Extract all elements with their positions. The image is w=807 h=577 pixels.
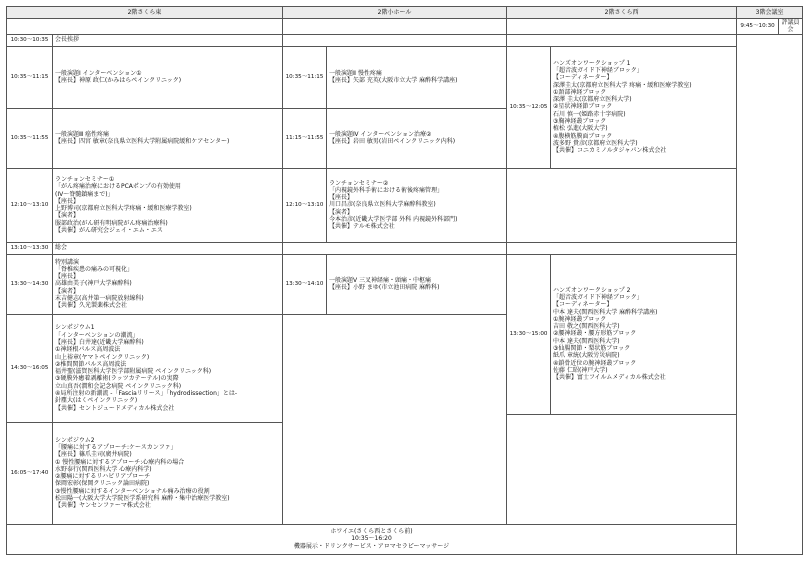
greeting-text: 会長挨拶: [53, 34, 283, 46]
session-handson-2: ハンズオンワークショップ 2 「超音波ガイド下神経ブロック」 【コーディネーター】 中本 達夫(関西医科大学 麻酔科学講座) ①腕神経叢ブロック 吉田 敬之(関西医科大学) ②腰神経叢・腰方形筋ブロック 中本 達夫(関西医科大学) ③仙腸関節・梨状筋ブロック 紙爪 章統(大阪労災病院) ④鎖骨近位の腕神経叢ブロック 佐藤 仁昭(神戸大学) 【共催】富士フイルムメディカル株式会社: [551, 254, 737, 414]
session-general-3: 一般演題Ⅲ 癌性疼痛 【座長】四宮 敏章(奈良県立医科大学附属病院緩和ケアセンター): [53, 108, 283, 168]
session-time: 10:35〜11:55: [7, 108, 53, 168]
empty-cell: [507, 168, 737, 242]
session-luncheon-2: ランチョンセミナー② 「内視鏡外科手術における術後疼痛管理」 【座長】 川口昌彦(奈良県立医科大学麻酔科教室) 【演者】 今本治彦(近畿大学医学部 外科 内視鏡外科部門) 【共催】テルモ株式会社: [327, 168, 507, 242]
empty-cell: [283, 314, 507, 524]
session-special-lecture: 特別講演 「脊椎疾患の痛みの可視化」 【座長】 高雄由美子(神戸大学麻酔科) 【演者】 末吉健志(高井第一病院放射線科) 【共催】久光製薬株式会社: [53, 254, 283, 314]
session-general-meeting: 総会: [53, 242, 283, 254]
session-time: 13:30〜14:30: [7, 254, 53, 314]
foyer-notice: ホワイエ(さくら西とさくら前) 10:35〜16:20 機器展示・ドリンクサービス・アロマセラピーマッサージ: [7, 524, 737, 554]
session-time: 13:10〜13:30: [7, 242, 53, 254]
empty-cell: [283, 242, 507, 254]
session-symposium-1: シンポジウム1 「インターベンションの潮流」 【座長】白井達(近畿大学麻酔科) ①神経根パルス高周波法 山上裕章(ヤマトペインクリニック) ②椎間関節パルス高周波法 福井聖(滋賀医科大学医学部附属病院 ペインクリニック科) ③硬膜外癒着剥離術(ラッツカテーテル)の実際 立山真吾(潤和会記念病院 ペインクリニック科) ④局所注射の新潮流 -「Fasciaリリース」「hydrodissection」とは- 針塵大(はくペインクリニック) 【共催】セントジュードメディカル株式会社: [53, 314, 283, 422]
session-time: 13:30〜14:10: [283, 254, 327, 314]
session-time: 11:15〜11:55: [283, 108, 327, 168]
session-time: 10:35〜11:15: [7, 46, 53, 108]
session-time: 16:05〜17:40: [7, 422, 53, 524]
greeting-time: 10:30〜10:35: [7, 34, 53, 46]
session-luncheon-1: ランチョンセミナー① 「がん疼痛治療におけるPCAポンプの有効使用 (IV〜脊髄鎮痛まで)」 【座長】 上野博司(京都府立医科大学疼痛・緩和医療学教室) 【演者】 服部政治(がん研有明病院がん疼痛治療科) 【共催】がん研究会ジェイ・エム・エス: [53, 168, 283, 242]
empty-cell: [283, 19, 507, 35]
session-time: 13:30〜15:00: [507, 254, 551, 414]
committee-label: 評議員会: [779, 19, 803, 35]
committee-time: 9:45〜10:30: [737, 19, 779, 35]
empty-cell: [283, 34, 507, 46]
empty-column-meeting-room: [737, 34, 803, 554]
session-general-4: 一般演題Ⅳ インターベンション治療② 【座長】岩田 敏男(岩田ペインクリニック内科): [327, 108, 507, 168]
schedule-table: [6, 6, 803, 555]
header-meeting-room: 3階会議室: [737, 7, 803, 19]
session-time: 14:30〜16:05: [7, 314, 53, 422]
session-symposium-2: シンポジウム2 「腰痛に対するアプローチ:ケースカンファ」 【座長】篠爪圭司(廣井病院) ① 慢性腰痛に対するアプローチ:心療内科の場合 水野泰行(関西医科大学 心療内科学) ②腰痛に対するリハビリアプローチ 保岡宏彰(保岡クリニック論田病院) ③慢性腰痛に対するインターベンショナル痛み治療の役割 松田陽一(大阪大学大学院医学系研究科 麻酔・集中治療医学教室) 【共催】ヤンセンファーマ株式会社: [53, 422, 283, 524]
header-west: 2階さくら西: [507, 7, 737, 19]
session-time: 10:35〜12:05: [507, 46, 551, 168]
session-time: 12:10〜13:10: [7, 168, 53, 242]
empty-cell: [507, 414, 737, 524]
session-general-2: 一般演題Ⅱ 慢性疼痛 【座長】矢部 充英(大阪市立大学 麻酔科学講座): [327, 46, 507, 108]
session-general-5: 一般演題Ⅴ 三叉神経痛・頭痛・中枢痛 【座長】小野 まゆ(市立池田病院 麻酔科): [327, 254, 507, 314]
header-small-hall: 2階小ホール: [283, 7, 507, 19]
empty-cell: [507, 34, 737, 46]
session-handson-1: ハンズオンワークショップ 1 「超音波ガイド下神経ブロック」 【コーディネーター】 深澤圭太(京都府立医科大学 疼痛・緩和医療学教室) ①頚部神経ブロック 深澤 圭太(京都府立医科大学) ②星状神経節ブロック 石川 慎一(姫路赤十字病院) ③胸神経叢ブロック 植松 弘進(大阪大学) ④腹横筋膜面ブロック 波多野 貴彦(京都府立医科大学) 【共催】コニカミノルタジャパン株式会社: [551, 46, 737, 168]
session-general-1: 一般演題Ⅰ インターベンション① 【座長】神原 政仁(かみはらペインクリニック): [53, 46, 283, 108]
empty-cell: [507, 19, 737, 35]
header-east: 2階さくら東: [7, 7, 283, 19]
session-time: 12:10〜13:10: [283, 168, 327, 242]
session-time: 10:35〜11:15: [283, 46, 327, 108]
empty-cell: [507, 242, 737, 254]
empty-cell: [7, 19, 283, 35]
